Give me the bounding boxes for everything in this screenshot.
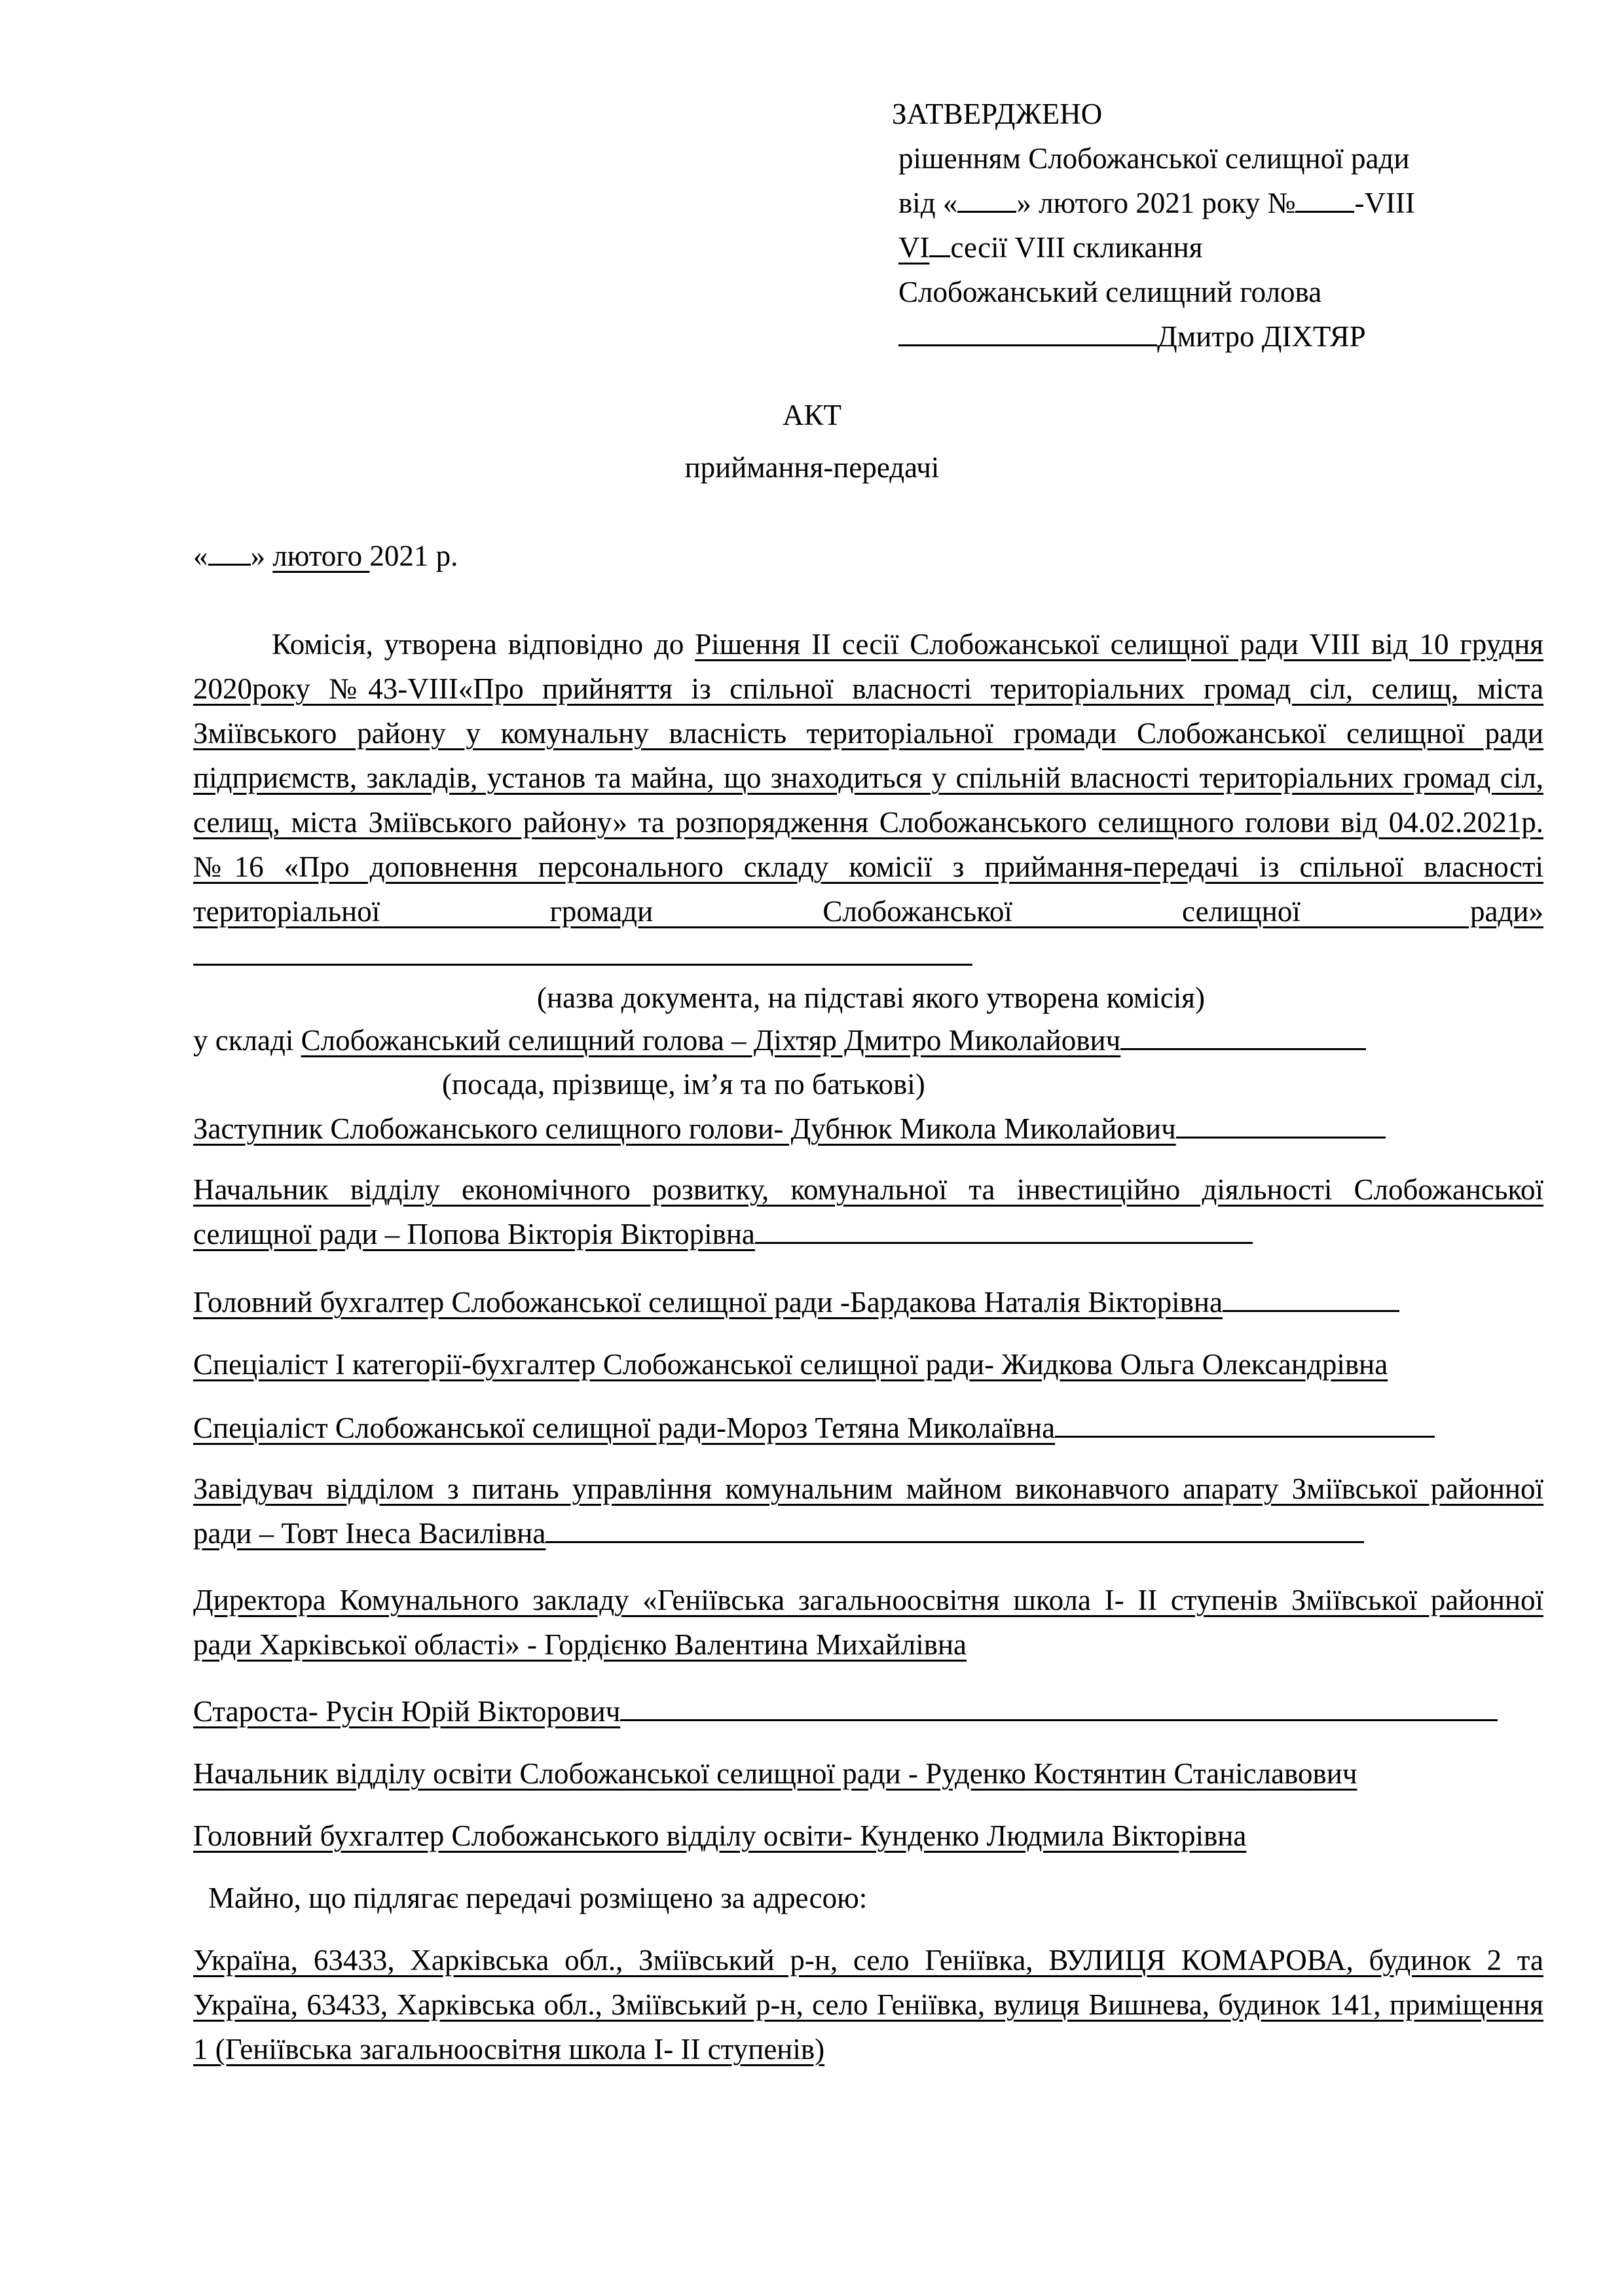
approval-session-number: VI — [898, 231, 930, 264]
member-text: Головний бухгалтер Слобожанської селищної ради -Бардакова Наталія Вікторівна — [193, 1286, 1223, 1319]
approval-date-mid: » лютого 2021 року № — [1016, 187, 1296, 219]
composition-line — [193, 1018, 1543, 1063]
commission-chair: Слобожанський селищний голова – Діхтяр Дмитро Миколайович — [301, 1024, 1121, 1057]
document-title: АКТ — [783, 399, 841, 431]
chair-fill-line — [1120, 1022, 1366, 1050]
member-text: Начальник відділу освіти Слобожанської селищної ради - Руденко Костянтин Станіславович — [193, 1757, 1357, 1790]
member-item — [193, 1106, 1543, 1151]
approval-line-position: Слобожанський селищний голова — [898, 276, 1322, 308]
member-fill-line — [545, 1515, 1364, 1543]
signatory-name: Дмитро ДІХТЯР — [1157, 320, 1366, 353]
act-date — [193, 534, 1543, 578]
member-text: Спеціаліст I категорії-бухгалтер Слобожанської селищної ради- Жидкова Ольга Олександрівна — [193, 1348, 1388, 1381]
member-caption: (посада, прізвище, ім’я та по батькові) — [442, 1068, 925, 1101]
member-item — [193, 1406, 1543, 1450]
member-text: Староста- Русін Юрій Вікторович — [193, 1695, 621, 1728]
basis-fill-line — [193, 938, 972, 966]
member-text: Спеціаліст Слобожанської селищної ради-Мороз Тетяна Миколаївна — [193, 1412, 1056, 1444]
commission-intro: Комісія, утворена відповідно до — [272, 628, 695, 661]
approval-date-prefix: від « — [898, 187, 958, 219]
commission-paragraph — [193, 622, 1543, 978]
member-item — [193, 1813, 1543, 1858]
property-address — [193, 1938, 1543, 2071]
property-address-text: Україна, 63433, Харківська обл., Зміївський р-н, село Геніївка, ВУЛИЦЯ КОМАРОВА, будинок 2 та Україна, 63433, Харківська обл., Зміївський р-н, село Геніївка, вулиця Вишнева, будинок 141, приміщення 1 (Геніївська загальноосвітня школа І- ІІ ступенів) — [193, 1944, 1543, 2066]
member-item — [193, 1167, 1543, 1256]
approval-heading: ЗАТВЕРДЖЕНО — [892, 98, 1103, 130]
date-day-blank[interactable] — [208, 538, 251, 566]
member-fill-line — [755, 1216, 1253, 1244]
approval-date-suffix: -VIII — [1354, 187, 1415, 219]
member-fill-line — [1176, 1110, 1386, 1139]
approval-session-text: сесії VIII скликання — [950, 231, 1203, 264]
date-open-quote: « — [193, 539, 208, 572]
approval-block — [892, 92, 1547, 359]
commission-basis: Рішення ІІ сесії Слобожанської селищної ради VIII від 10 грудня 2020року №43-VIII«Про прийняття із спільної власності територіальних громад сіл, селищ, міста Зміївського району у комунальну власність територіальної громади Слобожанської селищної ради підприємств, закладів, установ та майна, що знаходиться у спільній власності територіальних громад сіл, селищ, міста Зміївського району» та розпорядження Слобожанського селищного голови від 04.02.2021р. №16 «Про доповнення персонального складу комісії з приймання-передачі із спільної власності територіальної громади Слобожанської селищної ради» — [193, 628, 1543, 928]
member-item — [193, 1689, 1543, 1734]
approval-line-session — [892, 225, 1547, 270]
member-text: Директора Комунального закладу «Геніївська загальноосвітня школа І- ІІ ступенів Зміївської районної ради Харківської області» - Гордієнко Валентина Михайлівна — [193, 1584, 1543, 1661]
approval-line-signature — [892, 314, 1547, 359]
member-text: Заступник Слобожанського селищного голови- Дубнюк Микола Миколайович — [193, 1112, 1176, 1145]
date-close-quote: » — [250, 539, 273, 572]
member-item — [193, 1578, 1543, 1667]
approval-number-blank[interactable] — [1295, 185, 1354, 213]
member-item — [193, 1467, 1543, 1556]
document-subtitle: приймання-передачі — [684, 451, 940, 484]
approval-line-decision: рішенням Слобожанської селищної ради — [898, 142, 1410, 175]
member-item — [193, 1751, 1543, 1796]
signature-blank[interactable] — [898, 318, 1157, 346]
member-fill-line — [620, 1693, 1498, 1721]
member-fill-line — [1223, 1284, 1399, 1312]
date-year: 2021 р. — [369, 539, 458, 572]
member-text: Начальник відділу економічного розвитку, комунальної та інвестиційно діяльності Слобожанської селищної ради – Попова Вікторія Вікторівна — [193, 1173, 1543, 1250]
composition-label: у складі — [193, 1024, 301, 1057]
member-item — [193, 1342, 1543, 1387]
member-fill-line — [1055, 1410, 1435, 1438]
approval-day-blank[interactable] — [957, 185, 1016, 213]
approval-session-blank[interactable] — [929, 229, 950, 257]
date-month: лютого — [272, 539, 370, 572]
property-label: Майно, що підлягає передачі розміщено за адресою: — [208, 1882, 868, 1914]
member-item — [193, 1280, 1543, 1324]
approval-line-date — [892, 181, 1547, 225]
basis-caption: (назва документа, на підставі якого утворена комісія) — [537, 981, 1205, 1014]
member-text: Завідувач відділом з питань управління комунальним майном виконавчого апарату Зміївської районної ради – Товт Інеса Василівна — [193, 1472, 1543, 1550]
member-text: Головний бухгалтер Слобожанського відділу освіти- Кунденко Людмила Вікторівна — [193, 1819, 1247, 1852]
